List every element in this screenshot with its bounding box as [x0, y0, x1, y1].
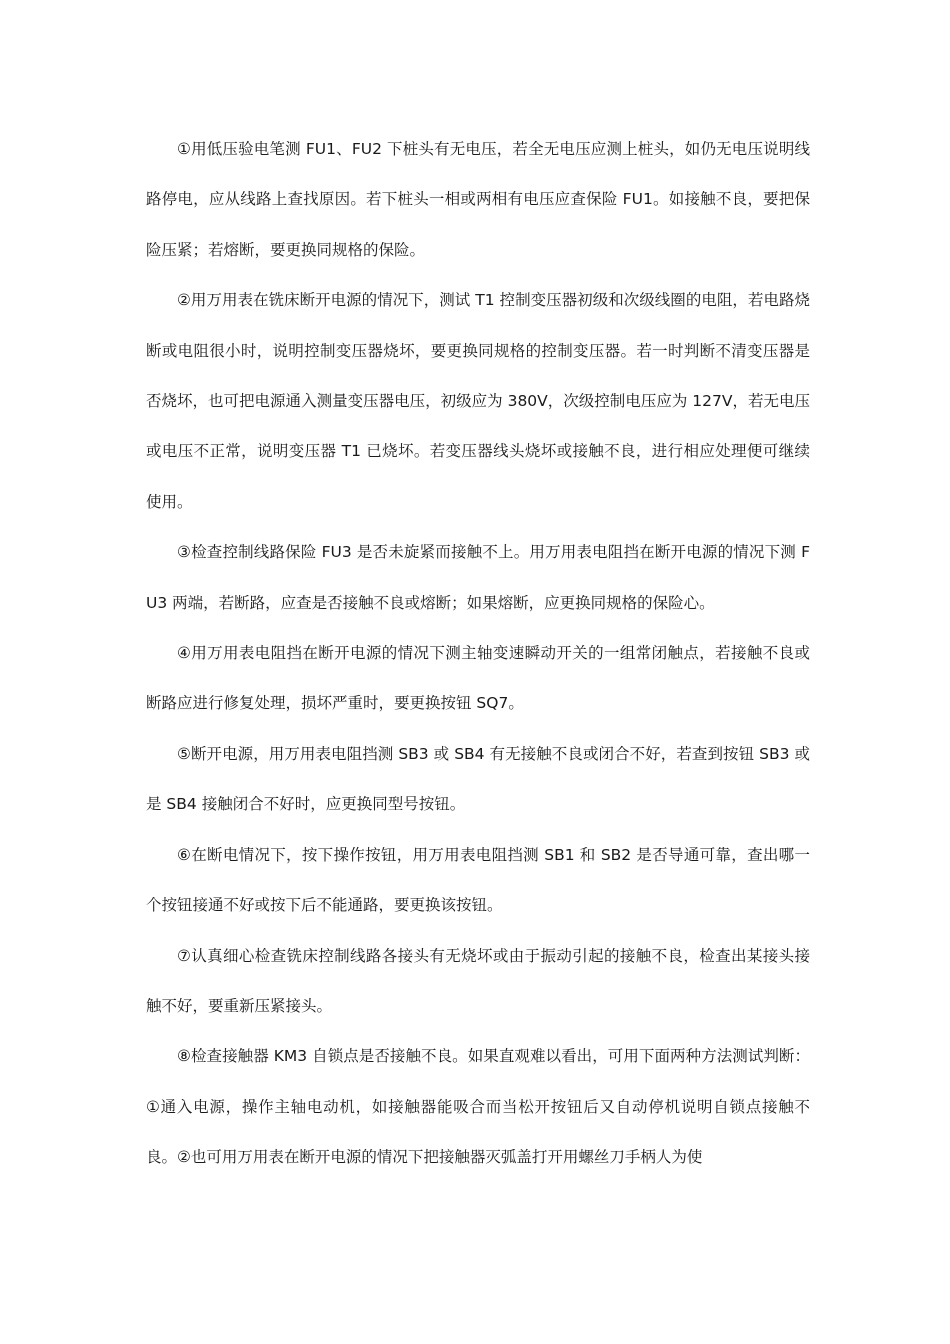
document-body [146, 124, 810, 1183]
paragraph-1: ①用低压验电笔测 FU1、FU2 下桩头有无电压，若全无电压应测上桩头，如仍无电压说明线路停电，应从线路上查找原因。若下桩头一相或两相有电压应查保险 FU1。如接触不良，要把保险压紧；若熔断，要更换同规格的保险。 [146, 140, 810, 259]
paragraph-7: ⑦认真细心检查铣床控制线路各接头有无烧坏或由于振动引起的接触不良，检查出某接头接触不好，要重新压紧接头。 [146, 946, 810, 1015]
paragraph-3: ③检查控制线路保险 FU3 是否未旋紧而接触不上。用万用表电阻挡在断开电源的情况下测 FU3 两端，若断路，应查是否接触不良或熔断；如果熔断，应更换同规格的保险心。 [146, 543, 810, 612]
paragraph-8: ⑧检查接触器 KM3 自锁点是否接触不良。如果直观难以看出，可用下面两种方法测试判断：①通入电源，操作主轴电动机，如接触器能吸合而当松开按钮后又自动停机说明自锁点接触不良。②也可用万用表在断开电源的情况下把接触器灭弧盖打开用螺丝刀手柄人为使 [146, 1047, 810, 1167]
paragraph-4: ④用万用表电阻挡在断开电源的情况下测主轴变速瞬动开关的一组常闭触点，若接触不良或断路应进行修复处理，损坏严重时，要更换按钮 SQ7。 [146, 644, 810, 713]
paragraph-6: ⑥在断电情况下，按下操作按钮，用万用表电阻挡测 SB1 和 SB2 是否导通可靠，查出哪一个按钮接通不好或按下后不能通路，要更换该按钮。 [146, 845, 810, 915]
paragraph-5: ⑤断开电源，用万用表电阻挡测 SB3 或 SB4 有无接触不良或闭合不好，若查到按钮 SB3 或是 SB4 接触闭合不好时，应更换同型号按钮。 [146, 744, 810, 814]
paragraph-2: ②用万用表在铣床断开电源的情况下，测试 T1 控制变压器初级和次级线圈的电阻，若电路烧断或电阻很小时，说明控制变压器烧坏，要更换同规格的控制变压器。若一时判断不清变压器是否烧坏，也可把电源通入测量变压器电压，初级应为 380V，次级控制电压应为 127V，若无电压或电压不正常，说明变压器 T1 已烧坏。若变压器线头烧坏或接触不良，进行相应处理便可继续使用。 [146, 291, 810, 511]
